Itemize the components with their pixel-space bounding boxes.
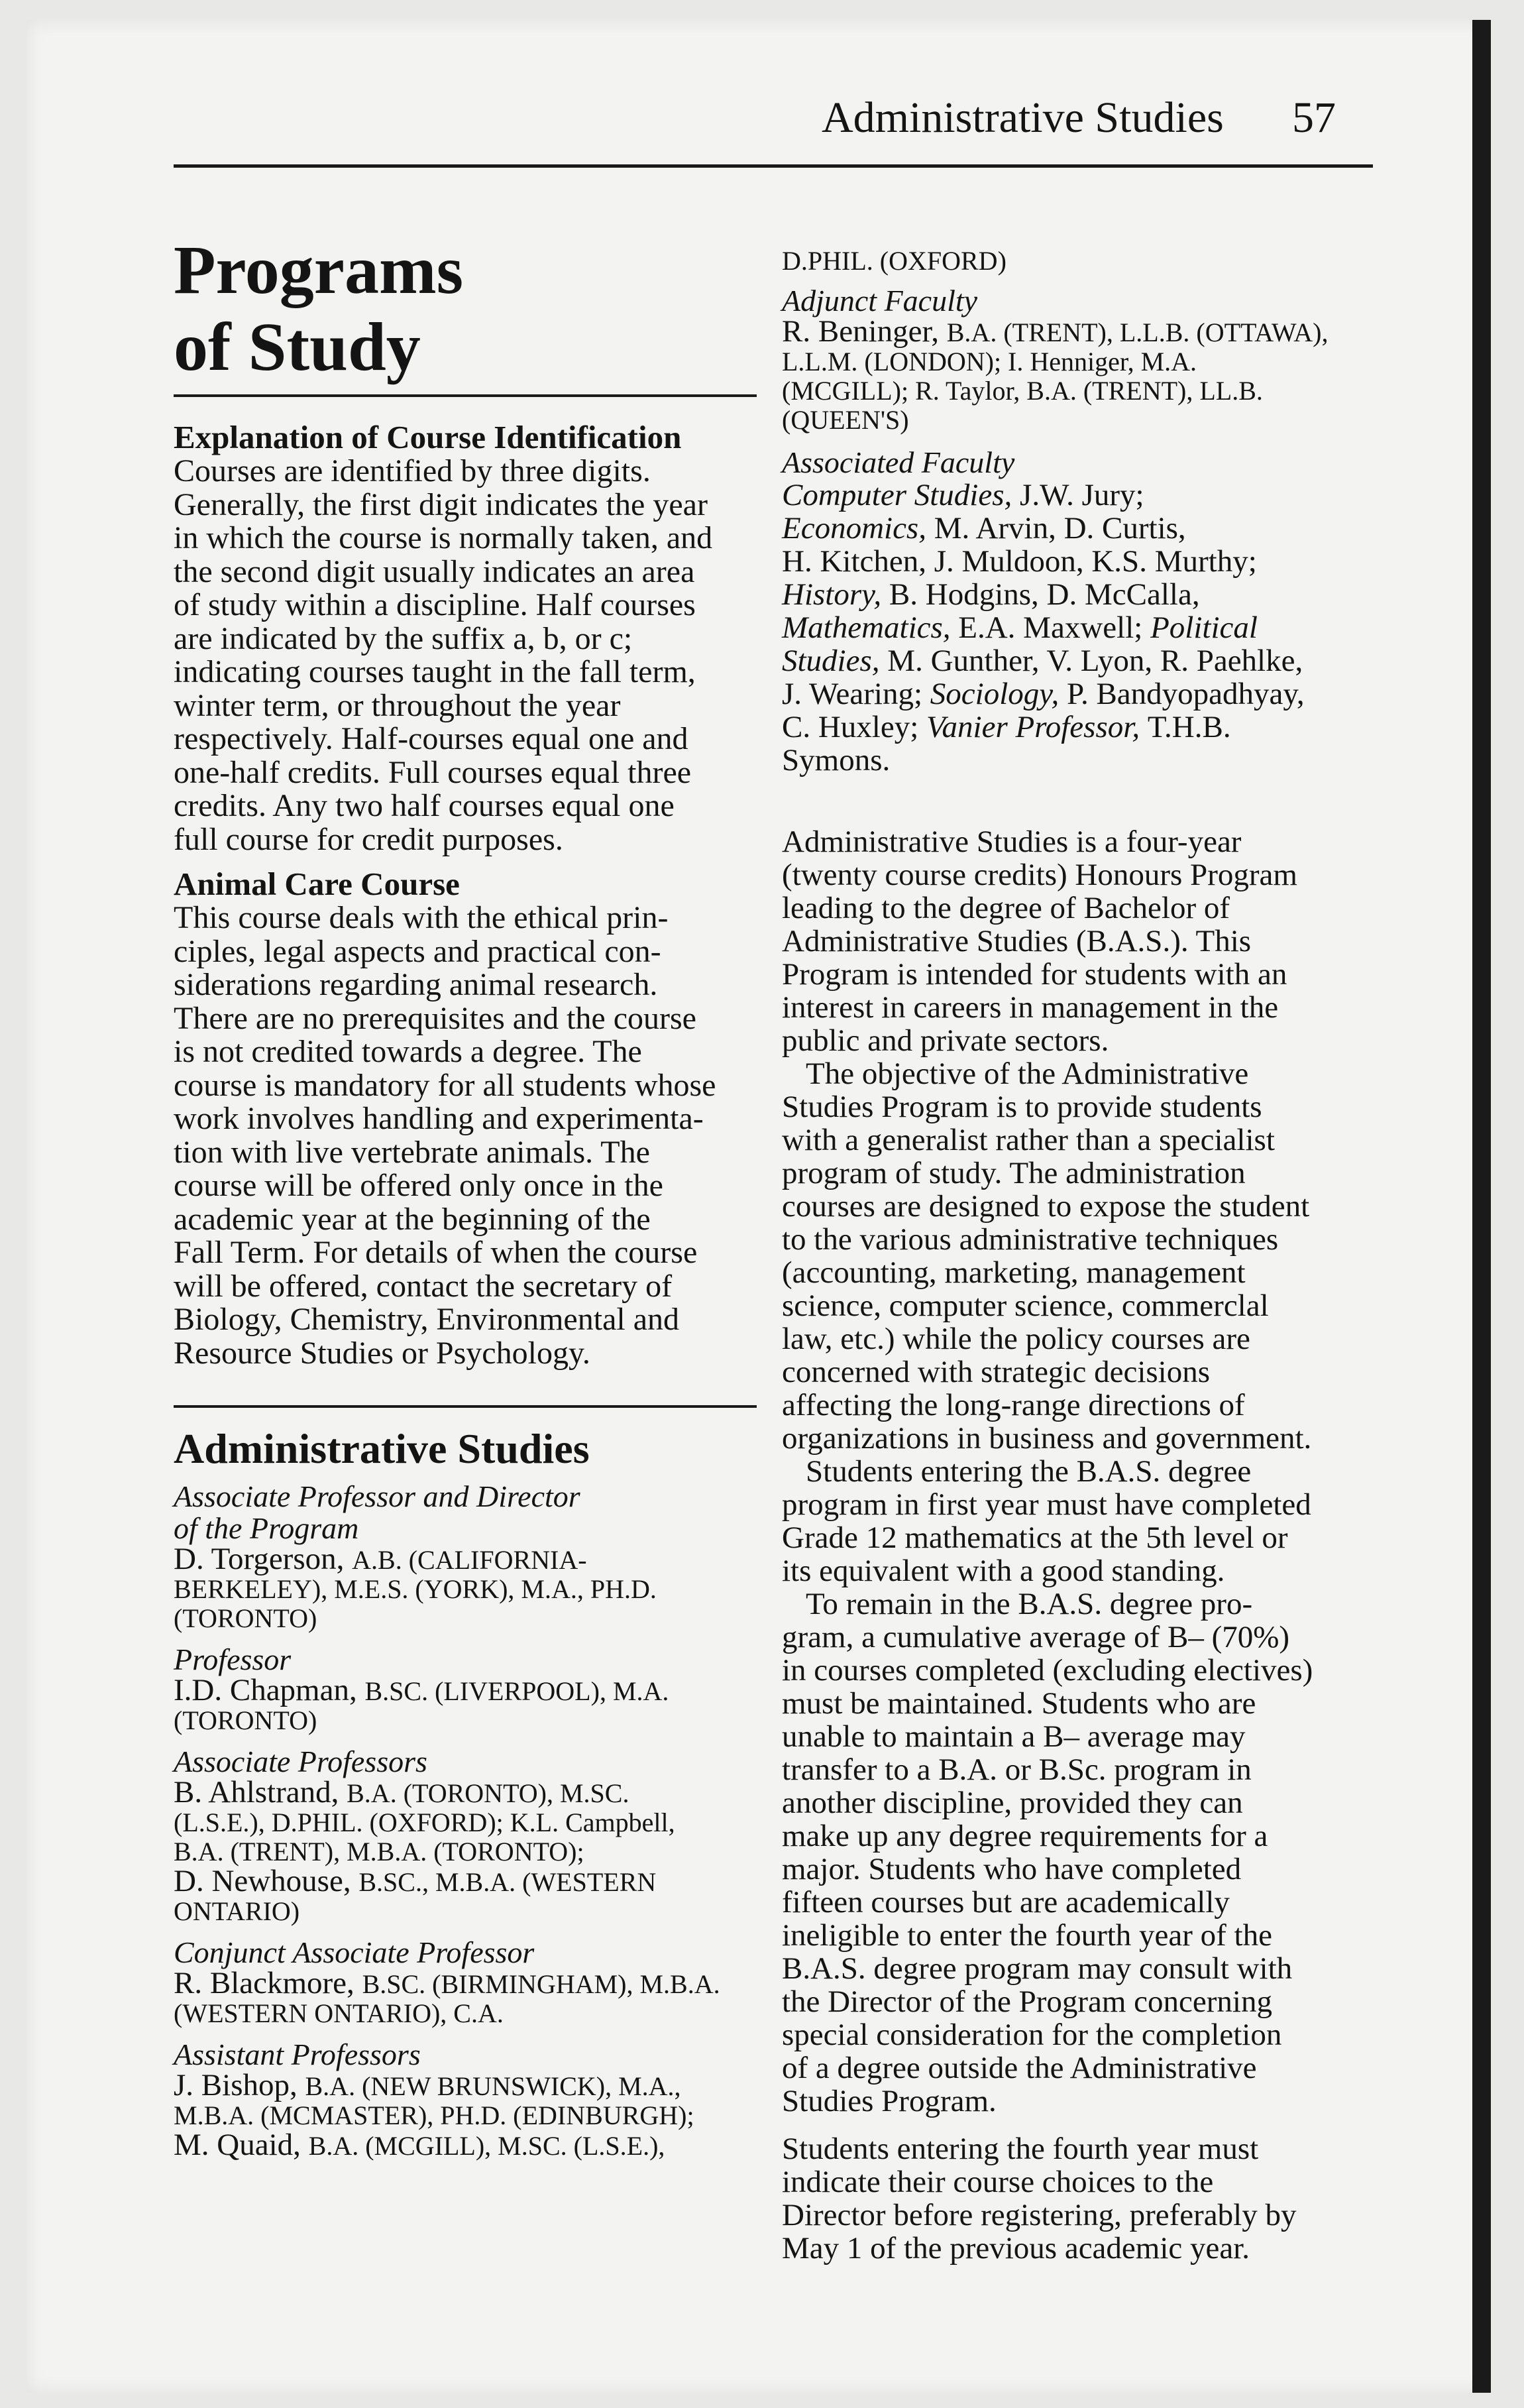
- running-head: [822, 93, 1336, 143]
- faculty-name: D. Torgerson,: [174, 1542, 353, 1576]
- animal-care-body: [174, 901, 757, 1370]
- faculty-continued: [782, 247, 1365, 777]
- description-paragraph: [782, 1057, 1365, 1455]
- faculty-name: J.W. Jury;: [1020, 478, 1144, 512]
- associated-line: [782, 711, 1365, 744]
- animal-care-line: siderations regarding animal research.: [174, 967, 658, 1002]
- department-name: Computer Studies,: [782, 478, 1020, 512]
- explanation-line: in which the course is normally taken, and: [174, 520, 713, 555]
- description-line: Studies Program is to provide students: [782, 1090, 1262, 1124]
- description-line: Grade 12 mathematics at the 5th level or: [782, 1520, 1288, 1555]
- description-line: ineligible to enter the fourth year of the: [782, 1918, 1272, 1953]
- page-number: 57: [1292, 93, 1336, 142]
- associated-line: [782, 611, 1365, 644]
- program-description: [782, 825, 1365, 2265]
- faculty-name-line: [782, 347, 1365, 376]
- faculty-credentials: B.SC. (BIRMINGHAM), M.B.A.: [362, 1969, 720, 1999]
- faculty-name-line: [174, 2068, 757, 2102]
- faculty-name: J. Bishop,: [174, 2068, 305, 2102]
- description-line: Students entering the fourth year must: [782, 2132, 1259, 2166]
- title-rule: [174, 394, 757, 397]
- description-line: organizations in business and government.: [782, 1421, 1312, 1456]
- description-line: to the various administrative techniques: [782, 1222, 1279, 1257]
- description-line: Studies Program.: [782, 2084, 997, 2118]
- description-paragraph: [782, 1587, 1365, 2118]
- department-name: History,: [782, 577, 889, 612]
- faculty-name-line: [782, 376, 1365, 406]
- faculty-credentials: B.A. (MCGILL), M.SC. (L.S.E.),: [308, 2131, 665, 2161]
- description-line: in courses completed (excluding electives): [782, 1653, 1313, 1688]
- faculty-name: Symons.: [782, 743, 891, 777]
- description-line: To remain in the B.A.S. degree pro-: [806, 1587, 1253, 1621]
- description-line: of a degree outside the Administrative: [782, 2051, 1257, 2085]
- animal-care-line: academic year at the beginning of the: [174, 1201, 651, 1237]
- associated-line: [782, 744, 1365, 777]
- scan-edge: [1472, 20, 1491, 2393]
- faculty-name-line: [174, 1999, 757, 2028]
- faculty-name: E.A. Maxwell;: [958, 610, 1151, 645]
- explanation-line: the second digit usually indicates an area: [174, 553, 695, 589]
- document-page: [27, 20, 1491, 2393]
- explanation-heading: Explanation of Course Identification: [174, 419, 682, 455]
- faculty-name: M. Gunther, V. Lyon, R. Paehlke,: [887, 644, 1303, 678]
- description-line: with a generalist rather than a specialist: [782, 1123, 1275, 1157]
- faculty-role: Associate Professors: [174, 1745, 427, 1778]
- description-line: its equivalent with a good standing.: [782, 1554, 1225, 1588]
- explanation-line: are indicated by the suffix a, b, or c;: [174, 620, 633, 656]
- faculty-credentials: (WESTERN ONTARIO), C.A.: [174, 1998, 504, 2028]
- description-paragraph: [782, 2132, 1365, 2265]
- description-line: concerned with strategic decisions: [782, 1355, 1211, 1389]
- faculty-name: B. Hodgins, D. McCalla,: [889, 577, 1200, 612]
- section-title: [174, 232, 463, 386]
- faculty-role: of the Program: [174, 1511, 359, 1545]
- faculty-credentials: (QUEEN'S): [782, 405, 909, 435]
- faculty-name-line: [174, 1706, 757, 1735]
- description-line: leading to the degree of Bachelor of: [782, 891, 1230, 925]
- faculty-name: C. Huxley;: [782, 710, 927, 744]
- animal-care-heading: Animal Care Course: [174, 866, 460, 902]
- faculty-group: [174, 1481, 757, 1633]
- faculty-credentials: (TORONTO): [174, 1705, 317, 1735]
- faculty-credentials: (L.S.E.), D.PHIL. (OXFORD); K.L. Campbell,: [174, 1807, 675, 1837]
- faculty-name: M. Quaid,: [174, 2128, 309, 2162]
- description-line: special consideration for the completion: [782, 2018, 1282, 2052]
- continuation-line: D.PHIL. (OXFORD): [782, 246, 1007, 276]
- animal-care-line: This course deals with the ethical prin-: [174, 900, 669, 935]
- description-line: affecting the long-range directions of: [782, 1388, 1245, 1422]
- faculty-name: R. Blackmore,: [174, 1966, 362, 2000]
- running-title: Administrative Studies: [822, 93, 1224, 142]
- description-line: Students entering the B.A.S. degree: [806, 1454, 1252, 1489]
- description-line: major. Students who have completed: [782, 1852, 1242, 1886]
- faculty-name-line: [174, 1775, 757, 1809]
- faculty-credentials: B.A. (NEW BRUNSWICK), M.A.,: [305, 2071, 681, 2101]
- faculty-name-line: [174, 1808, 757, 1837]
- faculty-name: M. Arvin, D. Curtis,: [934, 511, 1186, 545]
- faculty-name-line: [174, 2130, 757, 2161]
- faculty-role: Conjunct Associate Professor: [174, 1935, 535, 1969]
- faculty-credentials: A.B. (CALIFORNIA-: [352, 1545, 587, 1575]
- description-line: courses are designed to expose the student: [782, 1189, 1310, 1224]
- explanation-line: full course for credit purposes.: [174, 821, 563, 857]
- description-line: unable to maintain a B– average may: [782, 1719, 1246, 1754]
- faculty-credentials: B.SC., M.B.A. (WESTERN: [358, 1867, 657, 1897]
- faculty-credentials: B.SC. (LIVERPOOL), M.A.: [364, 1676, 669, 1706]
- description-line: the Director of the Program concerning: [782, 1984, 1272, 2019]
- department-name: Vanier Professor,: [926, 710, 1148, 744]
- explanation-line: one-half credits. Full courses equal three: [174, 754, 692, 790]
- faculty-credentials: B.A. (TRENT), M.B.A. (TORONTO);: [174, 1837, 584, 1866]
- animal-care-line: will be offered, contact the secretary of: [174, 1268, 673, 1304]
- description-line: science, computer science, commerclal: [782, 1289, 1269, 1323]
- animal-care-line: There are no prerequisites and the course: [174, 1000, 696, 1036]
- faculty-name: P. Bandyopadhyay,: [1067, 677, 1305, 711]
- animal-care-line: is not credited towards a degree. The: [174, 1034, 642, 1069]
- description-line: B.A.S. degree program may consult with: [782, 1951, 1293, 1986]
- description-paragraph: [782, 825, 1365, 1057]
- header-rule: [174, 164, 1373, 168]
- faculty-credentials: M.B.A. (MCMASTER), PH.D. (EDINBURGH);: [174, 2100, 694, 2130]
- associated-line: [782, 677, 1365, 711]
- faculty-credentials: (TORONTO): [174, 1603, 317, 1633]
- adjunct-names: [782, 314, 1365, 435]
- faculty-group: [174, 1746, 757, 1926]
- animal-care-section: [174, 867, 757, 1370]
- associated-role: Associated Faculty: [782, 445, 1015, 479]
- associated-line: [782, 512, 1365, 545]
- admin-studies-section: [174, 1425, 757, 2161]
- section-rule: [174, 1405, 757, 1408]
- faculty-name: T.H.B.: [1147, 710, 1231, 744]
- description-paragraph: [782, 1455, 1365, 1587]
- description-line: Administrative Studies (B.A.S.). This: [782, 924, 1252, 958]
- associated-line: [782, 545, 1365, 578]
- faculty-name: R. Beninger,: [782, 314, 947, 349]
- faculty-name: I.D. Chapman,: [174, 1673, 365, 1707]
- explanation-body: [174, 455, 757, 856]
- faculty-name-line: [174, 1866, 757, 1897]
- description-line: make up any degree requirements for a: [782, 1819, 1268, 1853]
- explanation-line: credits. Any two half courses equal one: [174, 788, 675, 823]
- animal-care-line: Resource Studies or Psychology.: [174, 1335, 590, 1371]
- associated-line: [782, 578, 1365, 611]
- faculty-role: Professor: [174, 1642, 292, 1676]
- explanation-line: respectively. Half-courses equal one and: [174, 721, 688, 756]
- description-line: The objective of the Administrative: [806, 1057, 1249, 1091]
- explanation-line: of study within a discipline. Half courses: [174, 587, 696, 622]
- animal-care-line: Fall Term. For details of when the course: [174, 1235, 698, 1270]
- description-line: fifteen courses but are academically: [782, 1885, 1230, 1920]
- faculty-list: [174, 1481, 757, 2161]
- description-line: Administrative Studies is a four-year: [782, 825, 1242, 859]
- faculty-credentials: B.A. (TORONTO), M.SC.: [347, 1778, 629, 1808]
- description-line: May 1 of the previous academic year.: [782, 2231, 1250, 2265]
- faculty-name-line: [174, 1604, 757, 1633]
- description-line: Program is intended for students with an: [782, 957, 1287, 992]
- faculty-credentials: BERKELEY), M.E.S. (YORK), M.A., PH.D.: [174, 1574, 657, 1604]
- faculty-name-line: [174, 1575, 757, 1604]
- associated-line: [782, 644, 1365, 677]
- explanation-line: Generally, the first digit indicates the year: [174, 487, 708, 522]
- admin-studies-title: Administrative Studies: [174, 1425, 590, 1472]
- department-name: Political: [1150, 610, 1258, 645]
- description-line: indicate their course choices to the: [782, 2165, 1214, 2199]
- adjunct-role: Adjunct Faculty: [782, 284, 978, 317]
- animal-care-line: Biology, Chemistry, Environmental and: [174, 1302, 680, 1337]
- animal-care-line: ciples, legal aspects and practical con-: [174, 933, 661, 969]
- description-line: program in first year must have completed: [782, 1487, 1311, 1522]
- description-line: (accounting, marketing, management: [782, 1255, 1246, 1290]
- explanation-line: winter term, or throughout the year: [174, 687, 621, 723]
- department-name: Sociology,: [930, 677, 1067, 711]
- description-line: Director before registering, preferably by: [782, 2198, 1297, 2232]
- description-line: another discipline, provided they can: [782, 1786, 1243, 1820]
- faculty-name: H. Kitchen, J. Muldoon, K.S. Murthy;: [782, 544, 1257, 579]
- faculty-name-line: [174, 2101, 757, 2130]
- faculty-credentials: L.L.M. (LONDON); I. Henniger, M.A.: [782, 347, 1197, 376]
- associated-line: [782, 479, 1365, 512]
- faculty-name-line: [174, 1673, 757, 1707]
- description-line: interest in careers in management in the: [782, 990, 1279, 1025]
- animal-care-line: work involves handling and experimenta-: [174, 1101, 704, 1136]
- description-line: program of study. The administration: [782, 1156, 1246, 1190]
- department-name: Mathematics,: [782, 610, 959, 645]
- explanation-line: indicating courses taught in the fall term,: [174, 654, 696, 689]
- faculty-credentials: (MCGILL); R. Taylor, B.A. (TRENT), LL.B.: [782, 376, 1263, 406]
- description-line: must be maintained. Students who are: [782, 1686, 1256, 1721]
- faculty-name-line: [174, 1897, 757, 1926]
- title-line-1: Programs: [174, 232, 464, 308]
- animal-care-line: course will be offered only once in the: [174, 1168, 663, 1203]
- faculty-group: [174, 2039, 757, 2161]
- faculty-name: D. Newhouse,: [174, 1864, 359, 1898]
- faculty-name: B. Ahlstrand,: [174, 1775, 347, 1809]
- animal-care-line: course is mandatory for all students whose: [174, 1067, 716, 1103]
- faculty-role: Assistant Professors: [174, 2037, 421, 2071]
- description-line: gram, a cumulative average of B– (70%): [782, 1620, 1290, 1654]
- faculty-credentials: ONTARIO): [174, 1896, 300, 1926]
- faculty-role: Associate Professor and Director: [174, 1479, 580, 1513]
- associated-names: [782, 479, 1365, 777]
- description-line: transfer to a B.A. or B.Sc. program in: [782, 1752, 1252, 1787]
- explanation-section: [174, 420, 757, 856]
- explanation-line: Courses are identified by three digits.: [174, 453, 651, 488]
- department-name: Economics,: [782, 511, 934, 545]
- faculty-name-line: [782, 406, 1365, 435]
- faculty-name-line: [174, 1544, 757, 1575]
- faculty-group: [174, 1644, 757, 1735]
- faculty-group: [174, 1937, 757, 2028]
- faculty-name-line: [174, 1837, 757, 1866]
- description-line: law, etc.) while the policy courses are: [782, 1322, 1250, 1356]
- faculty-name-line: [174, 1966, 757, 2000]
- description-line: public and private sectors.: [782, 1023, 1109, 1058]
- faculty-credentials: B.A. (TRENT), L.L.B. (OTTAWA),: [946, 317, 1329, 347]
- faculty-name-line: [782, 314, 1365, 349]
- animal-care-line: tion with live vertebrate animals. The: [174, 1134, 650, 1170]
- title-line-2: of Study: [174, 309, 421, 385]
- description-line: (twenty course credits) Honours Program: [782, 858, 1297, 892]
- department-name: Studies,: [782, 644, 888, 678]
- faculty-name: J. Wearing;: [782, 677, 930, 711]
